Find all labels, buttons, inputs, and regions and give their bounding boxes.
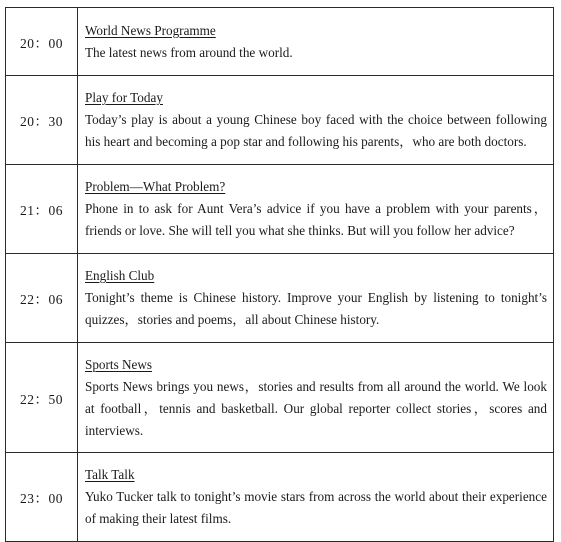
program-description: Phone in to ask for Aunt Vera’s advice if you have a problem with your parents，friends or love. She will tell you what she thinks. But will you follow her advice? <box>85 201 547 238</box>
time-cell: 20：30 <box>6 76 78 165</box>
program-cell <box>78 453 554 542</box>
program-description: Yuko Tucker talk to tonight’s movie stars from across the world about their experience of making their latest films. <box>85 489 547 526</box>
program-cell <box>78 343 554 453</box>
schedule-row <box>6 453 554 542</box>
program-cell <box>78 8 554 76</box>
program-cell <box>78 254 554 343</box>
program-title: Play for Today <box>85 90 163 105</box>
program-cell <box>78 76 554 165</box>
schedule-row <box>6 8 554 76</box>
time-cell: 22：50 <box>6 343 78 453</box>
time-cell: 22：06 <box>6 254 78 343</box>
program-schedule-table <box>5 7 554 542</box>
time-cell: 20：00 <box>6 8 78 76</box>
schedule-row <box>6 76 554 165</box>
schedule-row <box>6 343 554 453</box>
program-description: Tonight’s theme is Chinese history. Improve your English by listening to tonight’s quizzes，stories and poems，all about Chinese history. <box>85 290 547 327</box>
program-title: Talk Talk <box>85 467 135 482</box>
time-cell: 23：00 <box>6 453 78 542</box>
program-cell <box>78 165 554 254</box>
program-description: Sports News brings you news，stories and results from all around the world. We look at football，tennis and basketball. Our global reporter collect stories，scores and interviews. <box>85 378 547 438</box>
program-title: Sports News <box>85 356 153 372</box>
program-title: English Club <box>85 268 155 283</box>
time-cell: 21：06 <box>6 165 78 254</box>
program-description: The latest news from around the world. <box>85 44 293 60</box>
schedule-row <box>6 254 554 343</box>
schedule-row <box>6 165 554 254</box>
program-title: World News Programme <box>85 22 216 38</box>
program-title: Problem—What Problem? <box>85 179 226 194</box>
program-description: Today’s play is about a young Chinese boy faced with the choice between following his heart and becoming a pop star and following his parents，who are both doctors. <box>85 112 547 149</box>
